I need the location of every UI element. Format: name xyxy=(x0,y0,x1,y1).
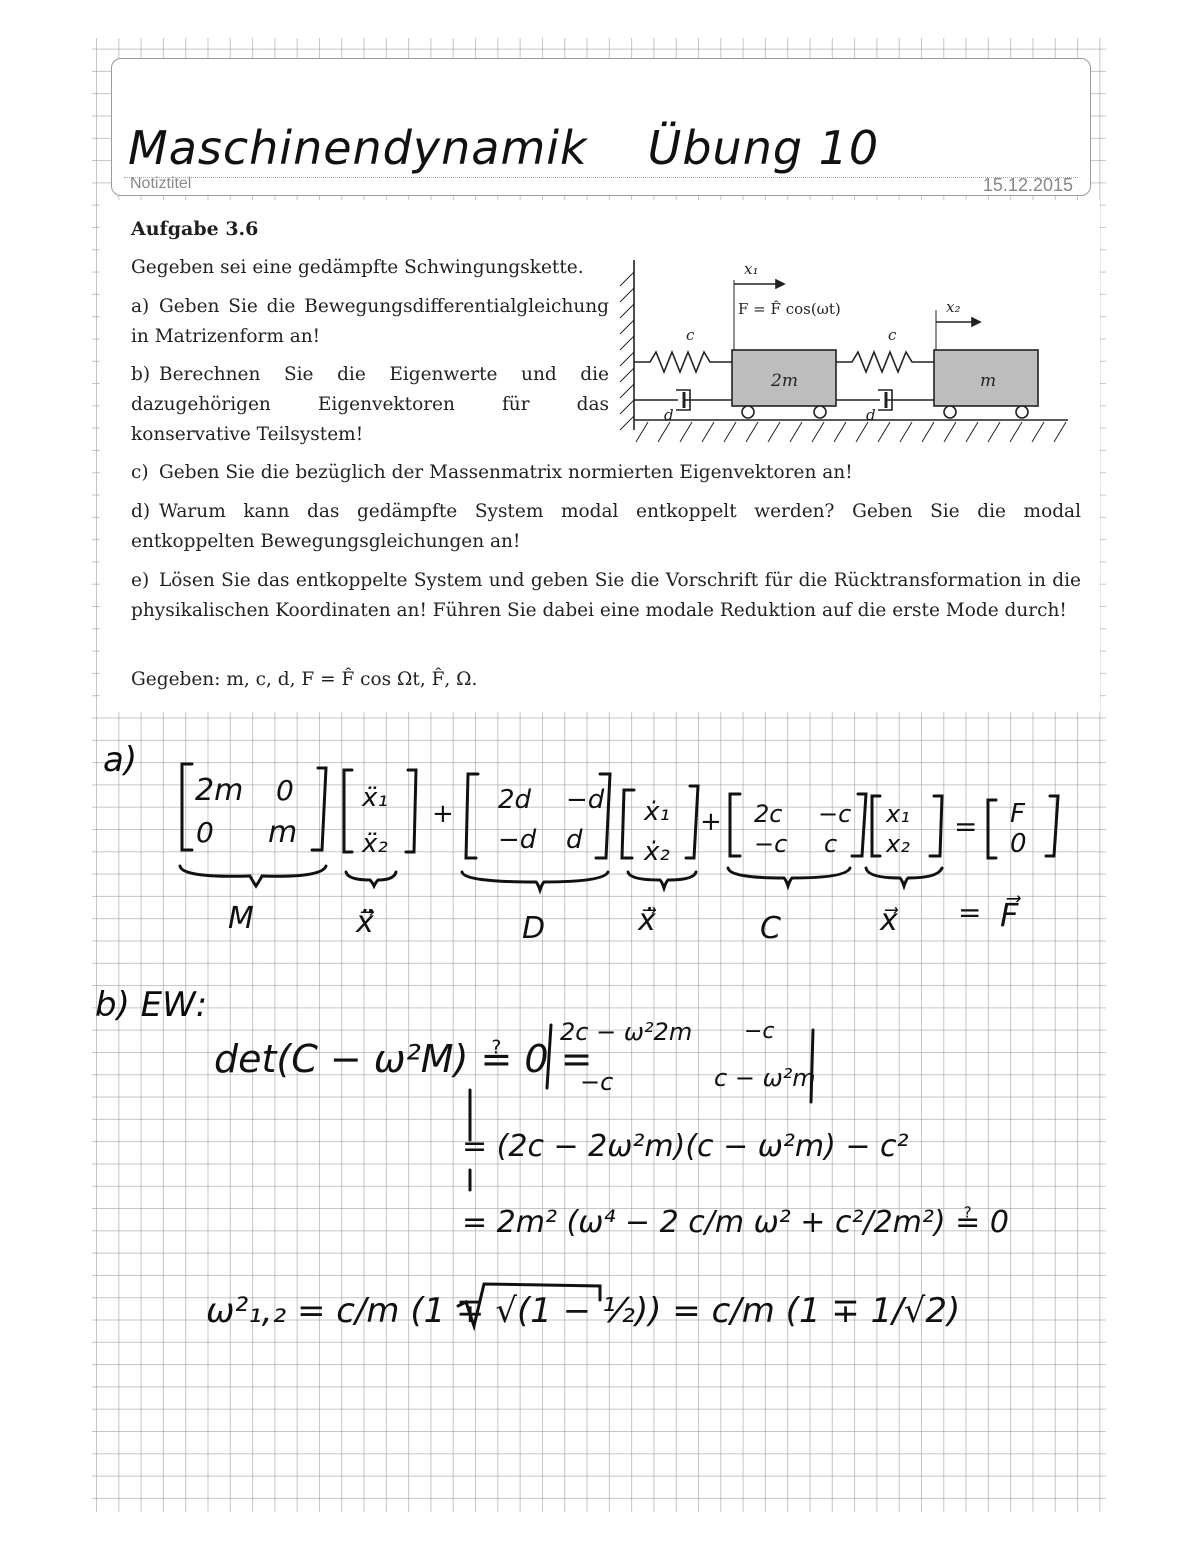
item-text: Warum kann das gedämpfte System modal entkoppelt werden? Geben Sie die modal entkoppelten Bewegungsgleichungen an! xyxy=(131,501,1081,552)
x1: x₁ xyxy=(886,800,910,828)
xd2: ẋ₂ xyxy=(644,837,670,867)
c11: 2c xyxy=(754,800,783,828)
f2: 0 xyxy=(1010,829,1027,859)
label-M: M xyxy=(228,901,254,936)
label-C: C xyxy=(760,911,781,946)
handwritten-part-b-label: b) EW: xyxy=(95,985,208,1025)
det-m22: c − ω²m xyxy=(714,1064,816,1092)
item-label: c) xyxy=(131,462,149,483)
label-xdd: x⃗̈ xyxy=(356,905,374,940)
label-mass-2: m xyxy=(980,371,997,391)
label-d2: d xyxy=(866,406,876,424)
c22: c xyxy=(824,830,838,858)
item-text: Geben Sie die Bewegungsdifferentialgleichung in Matrizenform an! xyxy=(131,296,609,347)
det-line-2: = (2c − 2ω²m)(c − ω²m) − c² xyxy=(462,1129,909,1164)
note-date: 15.12.2015 xyxy=(982,175,1073,195)
subtitle-text: Übung 10 xyxy=(647,121,880,175)
m11: 2m xyxy=(195,773,244,808)
label-eq: = xyxy=(958,896,982,929)
label-F: F⃗ xyxy=(1000,896,1019,934)
note-title-label: Notiztitel xyxy=(130,175,192,192)
item-label: e) xyxy=(131,570,150,591)
item-label: d) xyxy=(131,501,151,522)
det-m11: 2c − ω²2m xyxy=(560,1018,693,1046)
label-x1: x₁ xyxy=(744,260,759,278)
label-mass-1: 2m xyxy=(771,371,798,391)
m12: 0 xyxy=(276,774,294,807)
label-x: x⃗ xyxy=(880,903,898,938)
eigenvalue-result: ω²₁,₂ = c/m (1 ∓ √(1 − ½)) = c/m (1 ∓ 1/√2) xyxy=(206,1291,961,1331)
c21: −c xyxy=(754,830,788,858)
xdd2: ẍ₂ xyxy=(362,829,388,859)
label-c2: c xyxy=(888,326,897,344)
label-force: F = F̂ cos(ωt) xyxy=(738,300,841,318)
label-x2: x₂ xyxy=(946,298,961,316)
c12: −c xyxy=(818,800,852,828)
item-text: Berechnen Sie die Eigenwerte und die dazugehörigen Eigenvektoren für das konservative Teilsystem! xyxy=(131,364,609,445)
f1: F xyxy=(1010,799,1025,829)
label-D: D xyxy=(522,911,546,946)
exercise-intro: Gegeben sei eine gedämpfte Schwingungskette. xyxy=(131,257,584,278)
m21: 0 xyxy=(196,816,214,849)
xd1: ẋ₁ xyxy=(644,797,670,827)
handwritten-part-a-label: a) xyxy=(103,740,138,780)
item-text: Lösen Sie das entkoppelte System und geben Sie die Vorschrift für die Rücktransformation in die physikalischen Koordinaten an! Führen Sie dabei eine modale Reduktion auf die erste Mode durch! xyxy=(131,570,1081,621)
label-d1: d xyxy=(664,406,674,424)
d22: d xyxy=(566,825,583,855)
x2: x₂ xyxy=(886,830,910,858)
d12: −d xyxy=(566,785,605,815)
det-line-3: = 2m² (ω⁴ − 2 c/m ω² + c²/2m²) ≟ 0 xyxy=(462,1205,1009,1240)
d11: 2d xyxy=(498,785,532,815)
m22: m xyxy=(268,815,298,850)
d21: −d xyxy=(498,825,537,855)
item-label: b) xyxy=(131,364,151,385)
exercise-title: Aufgabe 3.6 xyxy=(131,218,259,240)
exercise-given: Gegeben: m, c, d, F = F̂ cos Ωt, F̂, Ω. xyxy=(131,669,478,690)
title-text: Maschinendynamik xyxy=(128,121,588,175)
item-text: Geben Sie die bezüglich der Massenmatrix normierten Eigenvektoren an! xyxy=(159,462,853,483)
label-xd: x⃗̇ xyxy=(638,903,656,938)
plus-2: + xyxy=(700,807,722,837)
xdd1: ẍ₁ xyxy=(362,783,388,813)
equals: = xyxy=(954,810,978,843)
item-label: a) xyxy=(131,296,150,317)
det-lhs: det(C − ω²M) ≟ 0 = xyxy=(214,1037,593,1081)
det-m12: −c xyxy=(744,1019,775,1044)
det-m21: −c xyxy=(580,1068,614,1096)
label-c1: c xyxy=(686,326,695,344)
plus-1: + xyxy=(432,799,454,829)
